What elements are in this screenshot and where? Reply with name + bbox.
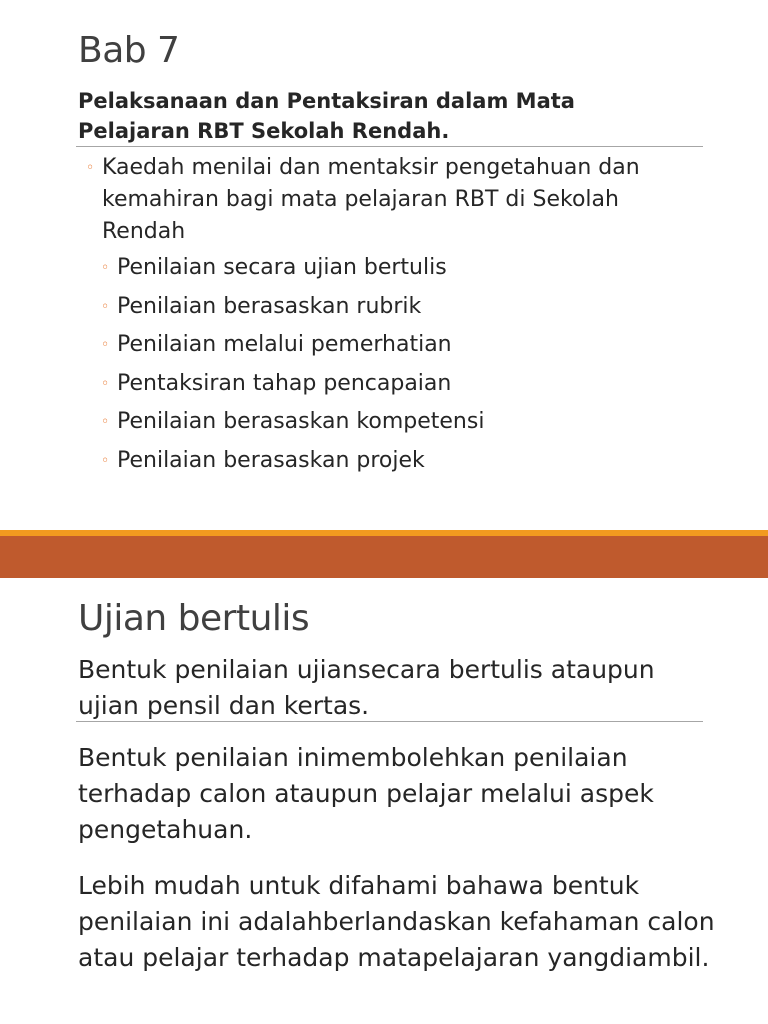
sub-bullet-item bbox=[86, 252, 706, 284]
sub-bullet-text: Penilaian berasaskan rubrik bbox=[117, 293, 422, 319]
bullet-list bbox=[86, 152, 706, 484]
slide-lead-text: Bentuk penilaian ujiansecara bertulis ataupun ujian pensil dan kertas. bbox=[78, 655, 655, 720]
slide-title: Ujian bertulis bbox=[78, 598, 310, 639]
slide-subtitle: Pelaksanaan dan Pentaksiran dalam Mata Pelajaran RBT Sekolah Rendah. bbox=[78, 89, 575, 143]
title-rule bbox=[76, 146, 703, 147]
sub-bullet-item bbox=[86, 406, 706, 438]
title-rule bbox=[76, 721, 703, 722]
sub-bullet-item bbox=[86, 329, 706, 361]
sub-bullet-text: Penilaian secara ujian bertulis bbox=[117, 255, 447, 280]
slide-title: Bab 7 bbox=[78, 30, 180, 71]
sub-bullet-item bbox=[86, 368, 706, 400]
bullet-marker-icon: ◦ bbox=[101, 337, 110, 354]
bullet-marker-icon: ◦ bbox=[86, 160, 95, 176]
slide-ujian-bertulis bbox=[0, 578, 768, 1024]
sub-bullet-item bbox=[86, 291, 706, 323]
bullet-text: Kaedah menilai dan mentaksir pengetahuan dan kemahiran bagi mata pelajaran RBT di Sekolah Rendah bbox=[102, 155, 640, 244]
sub-bullet-text: Penilaian berasaskan kompetensi bbox=[117, 409, 485, 435]
body-paragraph: Bentuk penilaian inimembolehkan penilaian terhadap calon ataupun pelajar melalui aspek pengetahuan. bbox=[78, 743, 654, 844]
sub-bullet-text: Pentaksiran tahap pencapaian bbox=[117, 370, 452, 396]
sub-bullet-text: Penilaian melalui pemerhatian bbox=[117, 332, 452, 358]
sub-bullet-item bbox=[86, 445, 706, 477]
slide-divider-band bbox=[0, 536, 768, 578]
bullet-marker-icon: ◦ bbox=[101, 260, 110, 276]
bullet-marker-icon: ◦ bbox=[101, 414, 110, 431]
body-paragraph: Lebih mudah untuk difahami bahawa bentuk penilaian ini adalahberlandaskan kefahaman calon atau pelajar terhadap matapelajaran yangdiambil. bbox=[78, 871, 715, 972]
bullet-marker-icon: ◦ bbox=[101, 375, 110, 392]
bullet-item-main bbox=[86, 152, 706, 248]
sub-bullet-text: Penilaian berasaskan projek bbox=[117, 447, 425, 473]
bullet-marker-icon: ◦ bbox=[101, 452, 110, 469]
bullet-marker-icon: ◦ bbox=[101, 298, 110, 315]
